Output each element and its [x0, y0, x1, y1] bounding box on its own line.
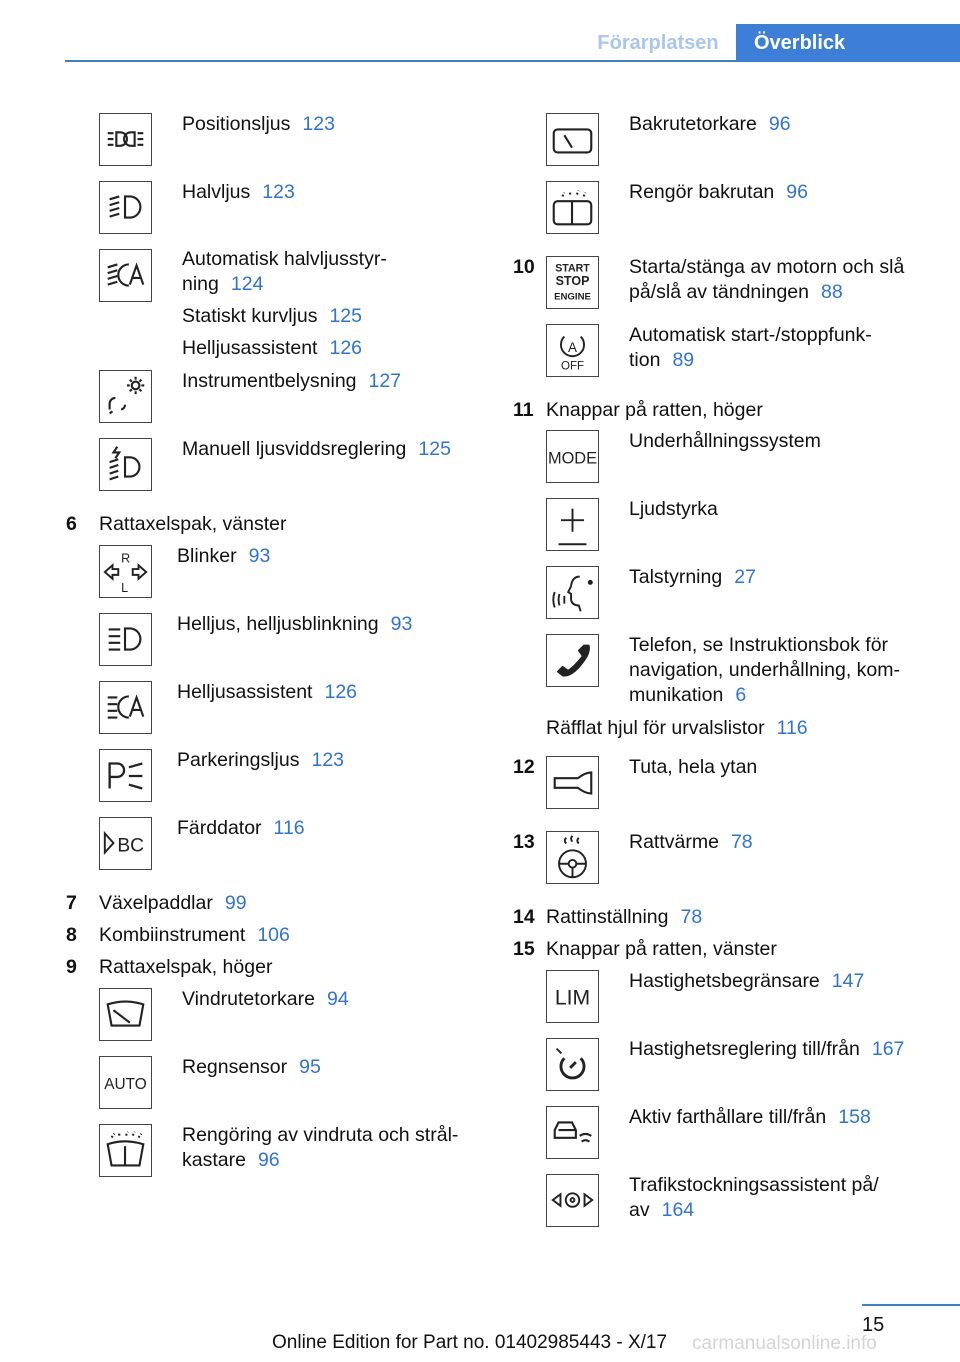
item-number: 11: [513, 399, 534, 421]
svg-text:AUTO: AUTO: [104, 1075, 147, 1093]
svg-text:R: R: [121, 551, 131, 566]
low-beam-icon: [99, 181, 152, 234]
page-ref[interactable]: 124: [230, 273, 264, 295]
page-number: 15: [862, 1314, 885, 1336]
item-knappar-hoger: Knappar på ratten, höger: [546, 399, 763, 421]
item-number: 12: [513, 756, 535, 778]
item-talstyrning: Talstyrning 27: [629, 566, 756, 588]
item-kombiinstrument: Kombiinstrument 106: [99, 924, 290, 946]
page-ref[interactable]: 99: [224, 892, 247, 914]
item-helljusassistent-a: Helljusassistent 126: [182, 337, 363, 359]
svg-text:ENGINE: ENGINE: [554, 291, 591, 303]
page-ref[interactable]: 88: [820, 281, 843, 303]
page-ref[interactable]: 96: [768, 113, 791, 135]
high-beam-icon: [99, 613, 152, 666]
svg-text:LIM: LIM: [554, 986, 591, 1010]
page-ref[interactable]: 6: [735, 684, 747, 706]
svg-text:MODE: MODE: [547, 449, 598, 468]
item-auto-start-stopp: Automatisk start-/stoppfunk- tion 89: [629, 324, 872, 371]
page-ref[interactable]: 93: [248, 545, 271, 567]
item-number: 9: [66, 956, 77, 978]
auto-start-stop-icon: [546, 324, 599, 377]
start-stop-button-icon: [546, 256, 599, 309]
item-hastighetsreglering: Hastighetsreglering till/från 167: [629, 1038, 905, 1060]
item-hastighetsbegransare: Hastighetsbegränsare 147: [629, 970, 865, 992]
item-knappar-vanster: Knappar på ratten, vänster: [546, 938, 777, 960]
speed-limiter-icon: [546, 970, 599, 1023]
edition-text: Online Edition for Part no. 01402985443 - X/17: [272, 1332, 668, 1353]
svg-text:L: L: [121, 581, 129, 596]
washer-icon: [99, 1124, 152, 1177]
item-auto-halvljus: Automatisk halvljusstyr- ning 124: [182, 248, 387, 295]
svg-text:A: A: [568, 339, 577, 355]
page-ref[interactable]: 164: [661, 1199, 695, 1221]
wiper-icon: [99, 988, 152, 1041]
parking-light-icon: [99, 749, 152, 802]
item-number: 10: [513, 256, 535, 278]
item-starta-stanga: Starta/stänga av motorn och slå på/slå av tändningen 88: [629, 256, 905, 303]
footer-rule: [862, 1304, 960, 1306]
item-blinker: Blinker 93: [177, 545, 271, 567]
page-ref[interactable]: 123: [311, 749, 345, 771]
page-ref[interactable]: 126: [324, 681, 358, 703]
item-vaxelpaddlar: Växelpaddlar 99: [99, 892, 247, 914]
horn-icon: [546, 756, 599, 809]
item-positionsljus: Positionsljus 123: [182, 113, 335, 135]
item-rattinstallning: Rattinställning 78: [546, 906, 703, 928]
turn-signal-icon: [99, 545, 152, 598]
item-ljudstyrka: Ljudstyrka: [629, 498, 718, 520]
page-ref[interactable]: 125: [329, 305, 362, 327]
headlight-range-icon: [99, 438, 152, 491]
auto-low-beam-icon: [99, 249, 152, 302]
page-ref[interactable]: 158: [838, 1106, 871, 1128]
item-regnsensor: Regnsensor 95: [182, 1056, 321, 1078]
watermark: carmanualsonline.info: [692, 1333, 877, 1354]
item-vindrutetorkare: Vindrutetorkare 94: [182, 988, 349, 1010]
page-ref[interactable]: 78: [680, 906, 703, 928]
page-ref[interactable]: 96: [786, 181, 808, 203]
page-ref[interactable]: 78: [730, 831, 753, 853]
mode-button-icon: [546, 430, 599, 483]
item-farthallare: Aktiv farthållare till/från 158: [629, 1106, 871, 1128]
rear-wiper-icon: [546, 113, 599, 166]
item-farddator: Färddator 116: [177, 817, 305, 839]
item-number: 8: [66, 924, 77, 946]
page-ref[interactable]: 106: [257, 924, 290, 946]
item-rengor-bakrutan: Rengör bakrutan 96: [629, 181, 808, 203]
item-rafflat-hjul: Räfflat hjul för urvalslistor 116: [546, 717, 808, 739]
item-bakrutetorkare: Bakrutetorkare 96: [629, 113, 791, 135]
item-number: 15: [513, 938, 535, 960]
item-statiskt-kurvljus: Statiskt kurvljus 125: [182, 305, 362, 327]
item-underhallning: Underhållningssystem: [629, 430, 821, 452]
high-beam-assist-icon: [99, 681, 152, 734]
page-ref[interactable]: 167: [871, 1038, 905, 1060]
page-ref[interactable]: 126: [329, 337, 363, 359]
svg-text:STOP: STOP: [555, 273, 590, 288]
position-light-icon: [99, 113, 152, 166]
volume-icon: [546, 498, 599, 551]
section-tab: Förarplatsen: [597, 32, 719, 54]
item-parkeringsljus: Parkeringsljus 123: [177, 749, 345, 771]
item-rengoring: Rengöring av vindruta och strål- kastare 96: [182, 1124, 459, 1171]
item-rattvarme: Rattvärme 78: [629, 831, 753, 853]
item-telefon: Telefon, se Instruktionsbok för navigation, underhållning, kom- munikation 6: [629, 634, 901, 706]
page-ref[interactable]: 96: [257, 1149, 280, 1171]
rear-washer-icon: [546, 181, 599, 234]
trip-computer-icon: [99, 817, 152, 870]
header-rule: [65, 60, 960, 62]
page-ref[interactable]: 95: [299, 1056, 321, 1078]
item-number: 14: [513, 906, 535, 928]
page-ref[interactable]: 116: [273, 817, 305, 839]
item-number: 6: [66, 513, 77, 535]
page-ref[interactable]: 27: [734, 566, 756, 588]
item-rattaxelspak-hoger: Rattaxelspak, höger: [99, 956, 273, 978]
phone-icon: [546, 634, 599, 687]
item-tuta: Tuta, hela ytan: [629, 756, 758, 778]
page-ref[interactable]: 123: [262, 181, 295, 203]
page-ref[interactable]: 94: [326, 988, 349, 1010]
traffic-jam-assist-icon: [546, 1174, 599, 1227]
page-ref[interactable]: 93: [390, 613, 413, 635]
item-manuell-ljusvidd: Manuell ljusviddsreglering 125: [182, 438, 451, 460]
item-halvljus: Halvljus 123: [182, 181, 295, 203]
page-ref[interactable]: 127: [368, 370, 402, 392]
item-trafikstockning: Trafikstockningsassistent på/ av 164: [629, 1174, 879, 1221]
steering-heat-icon: [546, 831, 599, 884]
cruise-control-icon: [546, 1038, 599, 1091]
item-number: 13: [513, 831, 535, 853]
item-instrumentbelysning: Instrumentbelysning 127: [182, 370, 402, 392]
page-ref[interactable]: 123: [302, 113, 335, 135]
item-rattaxelspak-vanster: Rattaxelspak, vänster: [99, 513, 287, 535]
page-ref[interactable]: 125: [418, 438, 451, 460]
instrument-lighting-icon: [99, 370, 152, 423]
svg-text:OFF: OFF: [560, 360, 585, 373]
page-ref[interactable]: 116: [776, 717, 808, 739]
svg-text:START: START: [555, 262, 590, 275]
item-number: 7: [66, 892, 77, 914]
page-ref[interactable]: 147: [831, 970, 865, 992]
voice-control-icon: [546, 566, 599, 619]
rain-sensor-icon: [99, 1056, 152, 1109]
svg-text:BC: BC: [117, 835, 145, 857]
overview-tab: Överblick: [736, 24, 960, 61]
item-helljusassistent-b: Helljusassistent 126: [177, 681, 358, 703]
item-helljus: Helljus, helljusblinkning 93: [177, 613, 413, 635]
active-cruise-icon: [546, 1106, 599, 1159]
page-ref[interactable]: 89: [672, 349, 695, 371]
